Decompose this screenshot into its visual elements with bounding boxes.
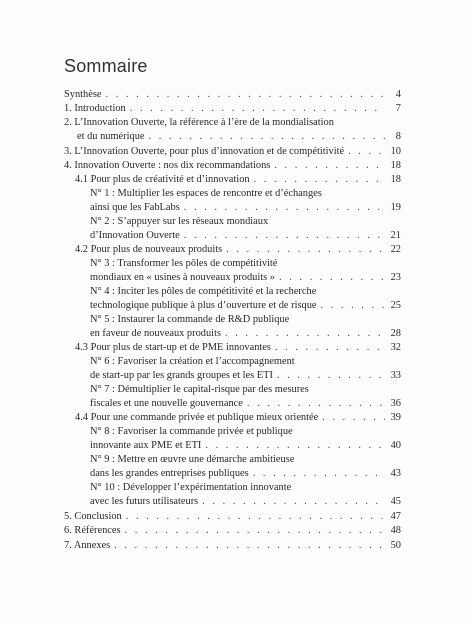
toc-entry (77, 131, 401, 143)
toc-entry (90, 230, 401, 242)
toc-entry-label: 5. Conclusion (64, 511, 122, 522)
toc-entry-page: 39 (390, 412, 401, 423)
toc-entry-page: 47 (390, 511, 401, 522)
toc-entry-label: N° 1 : Multiplier les espaces de rencontre et d’échanges (90, 188, 322, 199)
toc-entry-page: 18 (390, 160, 401, 171)
toc-entry (75, 412, 401, 424)
toc-entry-page: 8 (395, 131, 401, 142)
toc-entry-label: N° 8 : Favoriser la commande privée et publique (90, 426, 293, 437)
toc-entry-label: et du numérique (77, 131, 145, 142)
toc-entry-label: 4.2 Pour plus de nouveaux produits (75, 244, 223, 255)
toc-entry (75, 174, 401, 186)
toc-entry-label: 2. L’Innovation Ouverte, la référence à l’ère de la mondialisation (64, 117, 334, 128)
toc-entry-label: N° 4 : Inciter les pôles de compétitivité et la recherche (90, 286, 317, 297)
toc-entry-label: mondiaux en « usines à nouveaux produits » (90, 272, 275, 283)
toc-entry (90, 468, 401, 480)
dot-leader (106, 89, 385, 101)
toc-entry-page: 33 (390, 370, 401, 381)
toc-entry (90, 496, 401, 508)
toc-entry (64, 146, 401, 158)
dot-leader (149, 131, 385, 143)
dot-leader (254, 174, 385, 186)
toc-entry-label: fiscales et une nouvelle gouvernance (90, 398, 243, 409)
dot-leader (125, 525, 385, 537)
dot-leader (275, 342, 385, 354)
toc-entry-label: 4.1 Pour plus de créativité et d’innovation (75, 174, 250, 185)
toc-entry-page: 25 (390, 300, 401, 311)
toc-entry (64, 103, 401, 115)
toc-entry-page: 36 (390, 398, 401, 409)
toc-entry-label: N° 2 : S’appuyer sur les réseaux mondiaux (90, 216, 269, 227)
toc-entry-label: ainsi que les FabLabs (90, 202, 180, 213)
toc-entry-label: de start-up par les grands groupes et les ETI (90, 370, 273, 381)
toc-entry (90, 272, 401, 284)
dot-leader (322, 412, 385, 424)
toc-entry-label: 4.4 Pour une commande privée et publique mieux orientée (75, 412, 319, 423)
toc-entry-page: 28 (390, 328, 401, 339)
toc-entry (90, 370, 401, 382)
toc-entry-page: 43 (390, 468, 401, 479)
toc-entry-label: N° 9 : Mettre en œuvre une démarche ambitieuse (90, 454, 295, 465)
dot-leader (279, 272, 385, 284)
dot-leader (130, 103, 385, 115)
dot-leader (202, 496, 385, 508)
toc-entry-page: 18 (390, 174, 401, 185)
toc-entry (75, 342, 401, 354)
toc-entry-label: Synthèse (64, 89, 102, 100)
toc-entry-label: N° 3 : Transformer les pôles de compétitivité (90, 258, 278, 269)
toc-entry-page: 19 (390, 202, 401, 213)
toc-entry (64, 89, 401, 101)
toc-entry (90, 300, 401, 312)
toc-entry-page: 50 (390, 540, 401, 551)
dot-leader (225, 328, 385, 340)
toc-entry-label: 4.3 Pour plus de start-up et de PME innovantes (75, 342, 271, 353)
toc-entry (90, 398, 401, 410)
toc-entry-page: 45 (390, 496, 401, 507)
dot-leader (277, 370, 385, 382)
toc-entry-label: 7. Annexes (64, 540, 111, 551)
toc-entry-label: N° 10 : Développer l’expérimentation innovante (90, 482, 292, 493)
toc-entry-label: en faveur de nouveaux produits (90, 328, 221, 339)
toc-entry-label: technologique publique à plus d’ouverture et de risque (90, 300, 317, 311)
toc-entry (90, 202, 401, 214)
toc-entry (64, 160, 401, 172)
toc-entry-label: 3. L’Innovation Ouverte, pour plus d’innovation et de compétitivité (64, 146, 345, 157)
toc-entry-page: 4 (395, 89, 401, 100)
dot-leader (114, 540, 385, 552)
dot-leader (184, 202, 385, 214)
page-title: Sommaire (64, 56, 148, 76)
toc-entry-label: 1. Introduction (64, 103, 126, 114)
toc-entry-page: 32 (390, 342, 401, 353)
toc-entry-label: 6. Références (64, 525, 121, 536)
toc-entry (90, 328, 401, 340)
dot-leader (253, 468, 385, 480)
dot-leader (126, 511, 385, 523)
toc-entry-label: avec les futurs utilisateurs (90, 496, 199, 507)
dot-leader (184, 230, 385, 242)
toc-entry (64, 525, 401, 537)
toc-entry (64, 511, 401, 523)
toc-entry (75, 244, 401, 256)
dot-leader (348, 146, 385, 158)
toc-entry-page: 10 (390, 146, 401, 157)
toc-entry-label: d’Innovation Ouverte (90, 230, 180, 241)
toc-entry-page: 7 (395, 103, 401, 114)
toc-entry-page: 23 (390, 272, 401, 283)
toc-entry-label: dans les grandes entreprises publiques (90, 468, 249, 479)
dot-leader (247, 398, 385, 410)
toc-entry-page: 22 (390, 244, 401, 255)
dot-leader (205, 440, 385, 452)
toc-entry-label: innovante aux PME et ETI (90, 440, 202, 451)
toc-entry-label: N° 5 : Instaurer la commande de R&D publique (90, 314, 290, 325)
toc-entry-label: N° 7 : Démultiplier le capital-risque par des mesures (90, 384, 309, 395)
toc-entry-label: N° 6 : Favoriser la création et l’accompagnement (90, 356, 295, 367)
toc-entry-page: 40 (390, 440, 401, 451)
toc-entry (90, 440, 401, 452)
toc-entry-page: 21 (390, 230, 401, 241)
dot-leader (321, 300, 385, 312)
toc-entry (64, 540, 401, 552)
toc-entry-page: 48 (390, 525, 401, 536)
dot-leader (226, 244, 385, 256)
toc-entry-label: 4. Innovation Ouverte : nos dix recommandations (64, 160, 271, 171)
dot-leader (274, 160, 385, 172)
